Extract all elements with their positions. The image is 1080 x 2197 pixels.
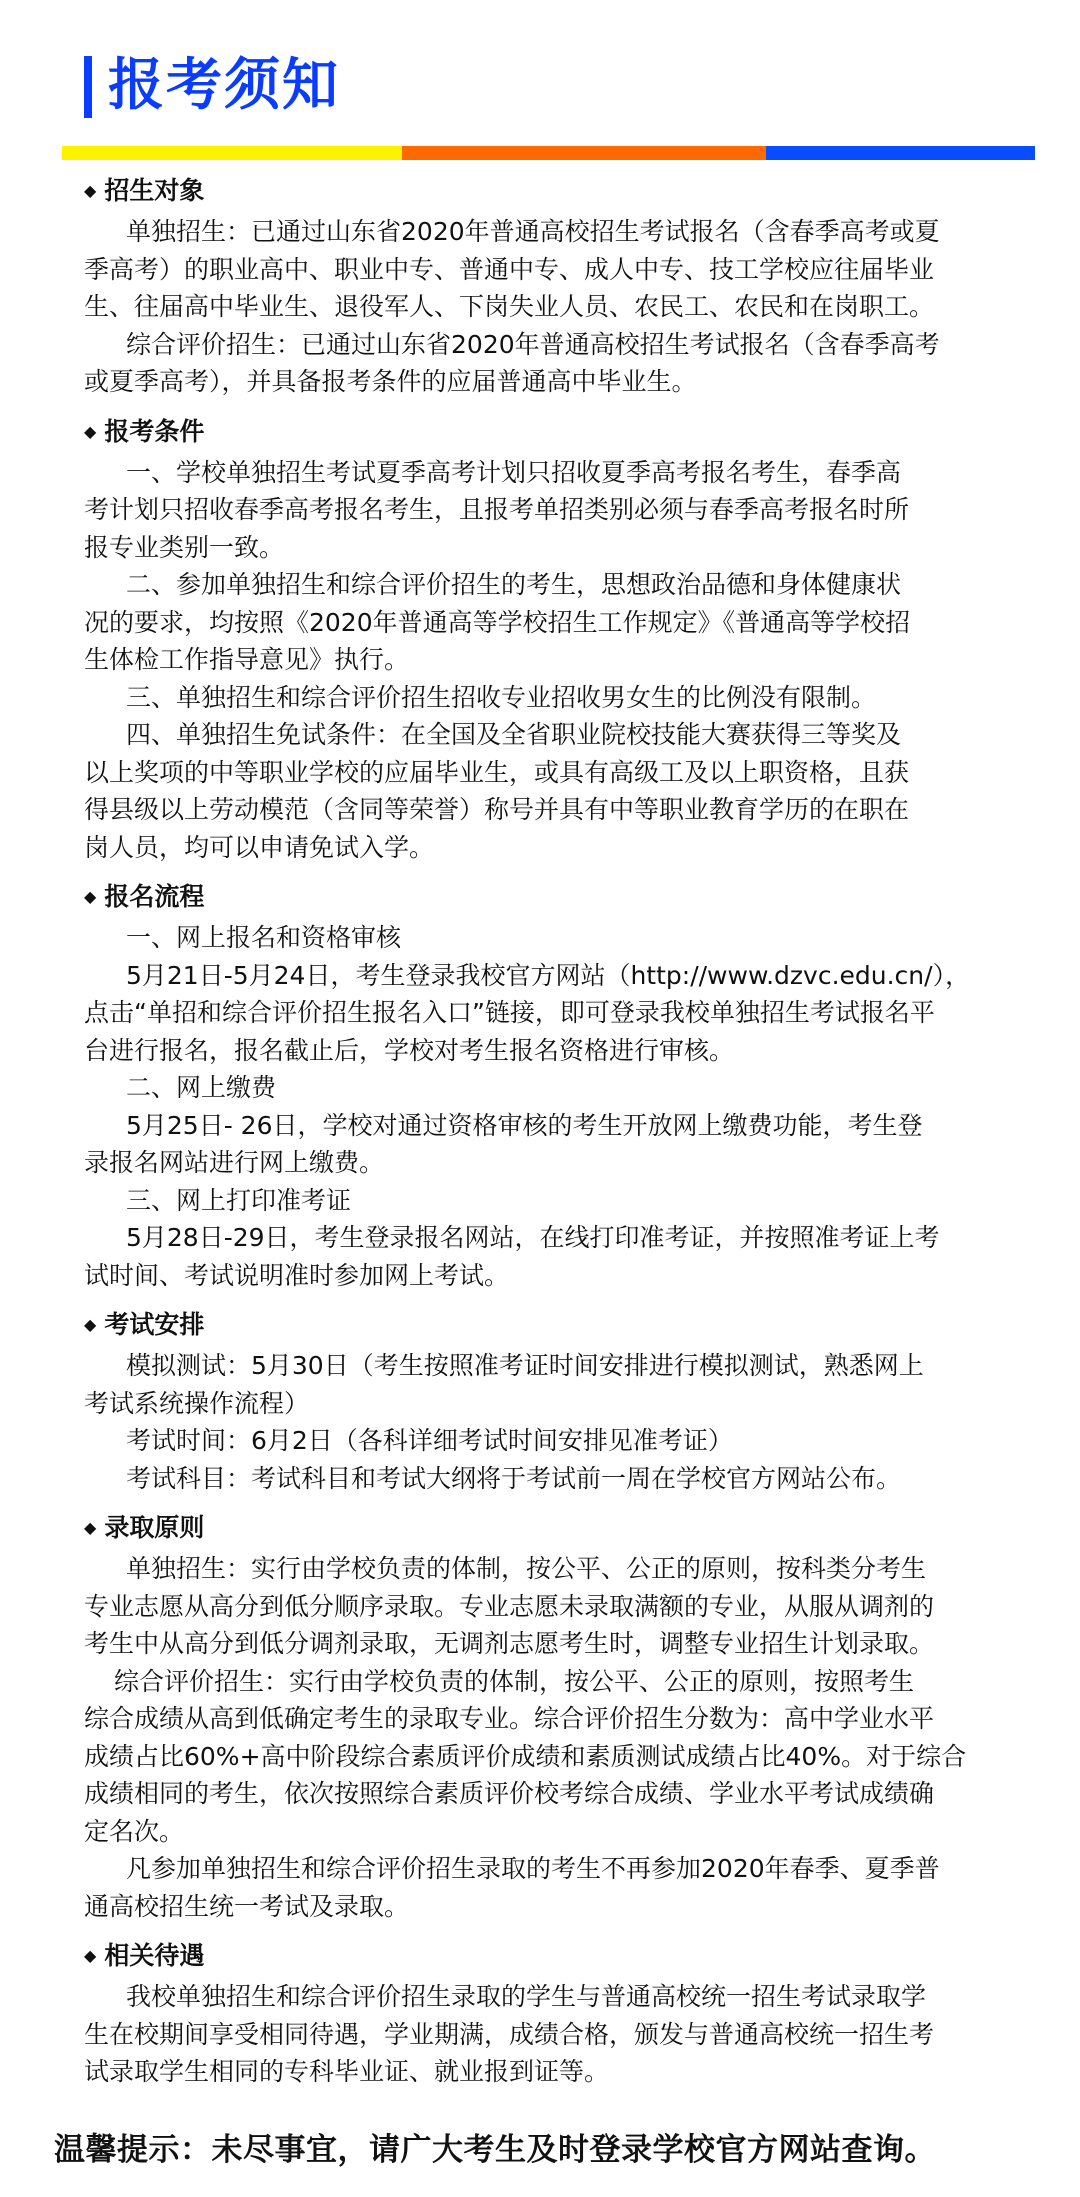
text-line: 或夏季高考），并具备报考条件的应届普通高中毕业生。 — [84, 367, 697, 396]
section-heading — [84, 170, 1044, 213]
text-line: 专业志愿从高分到低分顺序录取。专业志愿未录取满额的专业，从服从调剂的 — [84, 1591, 935, 1621]
section-exam-schedule — [84, 1304, 1044, 1497]
text-line: 定名次。 — [84, 1816, 185, 1846]
text-line: 一、网上报名和资格审核 — [126, 923, 402, 952]
divider-blue — [766, 146, 1035, 160]
text-line: 一、学校单独招生考试夏季高考计划只招收夏季高考报名考生，春季高 — [126, 457, 902, 487]
section-heading — [84, 1935, 1044, 1978]
text-line: 考生中从高分到低分调剂录取，无调剂志愿考生时，调整专业招生计划录取。 — [84, 1629, 935, 1658]
notice-body — [84, 170, 1044, 2101]
text-line: 综合评价招生：已通过山东省2020年普通高校招生考试报名（含春季高考 — [126, 329, 940, 359]
diamond-bullet-icon: ◆ — [84, 887, 97, 906]
section-application-conditions — [84, 411, 1044, 867]
text-line: 二、参加单独招生和综合评价招生的考生，思想政治品德和身体健康状 — [126, 570, 902, 599]
section-enrollment-targets — [84, 170, 1044, 401]
text-line: 二、网上缴费 — [126, 1073, 277, 1102]
text-line: 三、单独招生和综合评价招生招收专业招收男女生的比例没有限制。 — [126, 682, 877, 712]
section-heading — [84, 1304, 1044, 1347]
section-heading-text: 相关待遇 — [104, 1941, 205, 1970]
section-heading-text: 招生对象 — [104, 176, 205, 205]
text-line: 生体检工作指导意见》执行。 — [84, 645, 410, 674]
text-line: 录报名网站进行网上缴费。 — [84, 1148, 385, 1177]
section-heading-text: 报名流程 — [104, 882, 205, 911]
text-line: 单独招生：已通过山东省2020年普通高校招生考试报名（含春季高考或夏 — [126, 217, 940, 246]
section-registration-process — [84, 876, 1044, 1294]
page-title: 报考须知 — [108, 53, 340, 118]
section-heading-text: 考试安排 — [104, 1310, 205, 1339]
section-heading-text: 录取原则 — [104, 1513, 205, 1542]
section-heading — [84, 1507, 1044, 1550]
text-line: 季高考）的职业高中、职业中专、普通中专、成人中专、技工学校应往届毕业 — [84, 254, 935, 284]
text-line: 生、往届高中毕业生、退役军人、下岗失业人员、农民工、农民和在岗职工。 — [84, 292, 935, 321]
text-line: 台进行报名，报名截止后，学校对考生报名资格进行审核。 — [84, 1035, 735, 1065]
diamond-bullet-icon: ◆ — [84, 421, 97, 441]
text-line: 况的要求，均按照《2020年普通高等学校招生工作规定》《普通高等学校招 — [84, 607, 911, 637]
divider-yellow — [62, 146, 402, 160]
text-line: 岗人员，均可以申请免试入学。 — [84, 832, 435, 862]
text-line: 四、单独招生免试条件：在全国及全省职业院校技能大赛获得三等奖及 — [126, 720, 902, 749]
text-line: 模拟测试：5月30日（考生按照准考证时间安排进行模拟测试，熟悉网上 — [126, 1351, 924, 1380]
text-line: 单独招生：实行由学校负责的体制，按公平、公正的原则，按科类分考生 — [126, 1554, 927, 1583]
text-line: 综合评价招生：实行由学校负责的体制，按公平、公正的原则，按照考生 — [114, 1666, 915, 1696]
text-line: 5月25日- 26日，学校对通过资格审核的考生开放网上缴费功能，考生登 — [126, 1110, 923, 1140]
section-heading-text: 报考条件 — [104, 416, 205, 446]
diamond-bullet-icon: ◆ — [84, 181, 97, 200]
text-line: 考试时间：6月2日（各科详细考试时间安排见准考证） — [126, 1426, 733, 1455]
text-line: 得县级以上劳动模范（含同等荣誉）称号并具有中等职业教育学历的在职在 — [84, 795, 910, 824]
text-line: 成绩相同的考生，依次按照综合素质评价校考综合成绩、学业水平考试成绩确 — [84, 1779, 935, 1808]
text-line: 成绩占比60%+高中阶段综合素质评价成绩和素质测试成绩占比40%。对于综合 — [84, 1741, 967, 1771]
text-line: 5月21日-5月24日，考生登录我校官方网站（http://www.dzvc.edu.cn/）， — [126, 960, 971, 990]
diamond-bullet-icon: ◆ — [84, 1946, 97, 1965]
diamond-bullet-icon: ◆ — [84, 1518, 97, 1537]
text-line: 三、网上打印准考证 — [126, 1185, 352, 1215]
text-line: 凡参加单独招生和综合评价招生录取的考生不再参加2020年春季、夏季普 — [126, 1854, 940, 1883]
text-line: 综合成绩从高到低确定考生的录取专业。综合评价招生分数为：高中学业水平 — [84, 1704, 935, 1733]
text-line: 考试系统操作流程） — [84, 1388, 310, 1418]
text-line: 5月28日-29日，考生登录报名网站，在线打印准考证，并按照准考证上考 — [126, 1223, 940, 1252]
footer-tip: 温馨提示：未尽事宜，请广大考生及时登录学校官方网站查询。 — [54, 2132, 936, 2168]
section-related-benefits — [84, 1935, 1044, 2091]
text-line: 我校单独招生和综合评价招生录取的学生与普通高校统一招生考试录取学 — [126, 1982, 927, 2011]
diamond-bullet-icon: ◆ — [84, 1315, 97, 1334]
text-line: 试录取学生相同的专科毕业证、就业报到证等。 — [84, 2057, 610, 2086]
text-line: 考计划只招收春季高考报名考生，且报考单招类别必须与春季高考报名时所 — [84, 495, 910, 524]
section-heading — [84, 876, 1044, 919]
text-line: 考试科目：考试科目和考试大纲将于考试前一周在学校官方网站公布。 — [126, 1463, 902, 1493]
section-heading — [84, 411, 1044, 454]
text-line: 试时间、考试说明准时参加网上考试。 — [84, 1260, 510, 1290]
text-line: 点击“单招和综合评价招生报名入口”链接，即可登录我校单独招生考试报名平 — [84, 998, 935, 1027]
section-admission-principles — [84, 1507, 1044, 1925]
text-line: 生在校期间享受相同待遇，学业期满，成绩合格，颁发与普通高校统一招生考 — [84, 2019, 935, 2049]
divider-orange — [402, 146, 766, 160]
text-line: 通高校招生统一考试及录取。 — [84, 1891, 410, 1921]
text-line: 报专业类别一致。 — [84, 532, 285, 562]
title-accent-bar — [84, 56, 92, 118]
text-line: 以上奖项的中等职业学校的应届毕业生，或具有高级工及以上职资格，且获 — [84, 757, 910, 787]
